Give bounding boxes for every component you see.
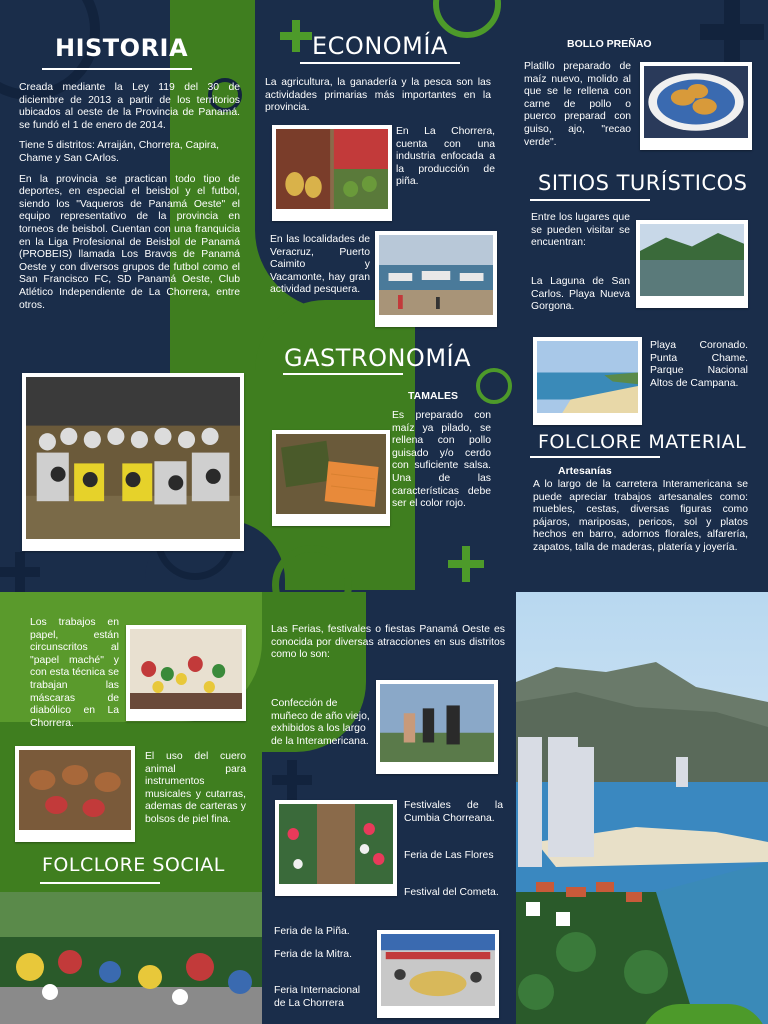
ferias-internacional: Feria Internacional de La Chorrera — [274, 985, 361, 1009]
bg-ring-gastronomia — [476, 368, 512, 404]
artesanias-text: A lo largo de la carretera Interamericana se puede apreciar trabajos artesanales como: muebles, cestas, diversas figuras como pájaros, mariposas, pericos, sol y platos hechos en barro, adornos florales, alfarería, zapatos, talla de maderas, platería y joyería. — [533, 479, 748, 553]
sitios-places2: Playa Coronado. Punta Chame. Parque Nacional Altos de Campana. — [650, 340, 748, 389]
gastronomia-title: GASTRONOMÍA — [284, 344, 472, 372]
baseball-team-photo — [22, 373, 244, 551]
tamales-text: Es preparado con maíz ya pilado, se rellena con pollo guisado y/o cerdo con suficiente salsa. Una de las características debe ser el color rojo. — [392, 410, 491, 510]
plus-icon-mid — [448, 546, 484, 582]
folclore-material-underline — [530, 456, 660, 458]
sitios-places1: La Laguna de San Carlos. Playa Nueva Gorgona. — [531, 276, 630, 313]
bollo-title: BOLLO PREÑAO — [567, 38, 652, 50]
plus-icon-bottom — [272, 760, 312, 800]
muneco-photo — [376, 680, 498, 774]
historia-underline — [42, 68, 192, 70]
diablicos-photo — [0, 892, 262, 1024]
ferias-mitra: Feria de la Mitra. — [274, 949, 352, 960]
historia-p2: Tiene 5 distritos: Arraiján, Chorrera, Capira, Chame y San CArlos. — [19, 140, 220, 164]
tamales-title: TAMALES — [408, 390, 458, 402]
sitios-intro: Entre los lugares que se pueden visitar se encuentran: — [531, 212, 630, 249]
sitios-underline — [530, 199, 650, 201]
bollo-text: Platillo preparado de maíz nuevo, molido al que se le rellena con carne de pollo o puerco preparad con guiso, ajo, "recao verde". — [524, 61, 631, 148]
bollo-photo — [640, 62, 752, 150]
economia-chorrera: En La Chorrera, cuenta con una industria enfocada a la producción de piña. — [396, 126, 495, 188]
historia-text — [19, 82, 240, 320]
ferias-intro: Las Ferias, festivales o fiestas Panamá Oeste es conocida por diversas atracciones en sus distritos como lo son: — [271, 624, 505, 661]
historia-p3: En la provincia se practican todo tipo de deportes, en especial el beisbol y el futbol, siendo los "Vaqueros de Panamá Oeste" el equipo representativo de la provincia en torneos de beisbol. Cuentan con una franquicia en la Liga Profesional de Beisbol de Panamá (PROBEIS) llamada Los Bravos de Panamá Oeste y con diversos grupos de futbol como el San Francisco FC, SD Panamá Oeste, Club Atlético Independiente de La Chorrera, entre otros. — [19, 173, 240, 311]
economia-localidades: En las localidades de Veracruz, Puerto Caimito y Vacamonte, hay gran actividad pesquera. — [270, 234, 370, 296]
gastronomia-underline — [283, 373, 403, 375]
feria-chorrera-photo — [377, 930, 499, 1018]
economia-title: ECONOMÍA — [312, 32, 448, 60]
folclore-material-title: FOLCLORE MATERIAL — [538, 431, 747, 453]
historia-title: HISTORIA — [55, 34, 189, 62]
folclore-social-underline — [40, 882, 160, 884]
papel-mache-text: Los trabajos en papel, están circunscritos al "papel maché" y con esta técnica se trabajan las máscaras de diabólico en La Chorrera. — [30, 617, 119, 729]
ferias-cometa: Festival del Cometa. — [404, 887, 499, 898]
fishing-boats-photo — [375, 231, 497, 327]
ferias-muneco: Confección de muñeco de año viejo, exhibidos a los largo de la Interamericana. — [271, 698, 370, 747]
ferias-pina: Feria de la Piña. — [274, 926, 350, 937]
masks-photo — [126, 625, 246, 721]
coronado-beach-photo — [533, 337, 642, 425]
pineapple-market-photo — [272, 125, 392, 221]
ferias-flores: Feria de Las Flores — [404, 850, 494, 861]
plus-icon-left — [0, 552, 40, 592]
plus-icon-top-left — [280, 20, 312, 52]
tamales-photo — [272, 430, 390, 526]
leather-crafts-photo — [15, 746, 135, 842]
folclore-social-title: FOLCLORE SOCIAL — [42, 854, 225, 876]
flowers-photo — [275, 800, 397, 896]
coastline-landscape-photo — [516, 592, 768, 1024]
historia-p1: Creada mediante la Ley 119 del 30 de diciembre de 2013 a partir de los territorios ubicados al oeste de la Provincia de Panamá. se fundó el 1 de enero de 2014. — [19, 82, 240, 131]
artesanias-title: Artesanías — [558, 465, 612, 477]
cuero-text: El uso del cuero animal para instrumentos musicales y cutarras, ademas de carteras y bolsos de piel fina. — [145, 751, 246, 825]
sitios-title: SITIOS TURÍSTICOS — [538, 171, 748, 195]
economia-underline — [300, 62, 460, 64]
laguna-photo — [636, 220, 748, 308]
plus-icon-top-right — [700, 0, 764, 64]
ferias-cumbia: Festivales de la Cumbia Chorreana. — [404, 800, 503, 824]
economia-intro: La agricultura, la ganadería y la pesca son las actividades primarias más importantes en la provincia. — [265, 77, 491, 114]
